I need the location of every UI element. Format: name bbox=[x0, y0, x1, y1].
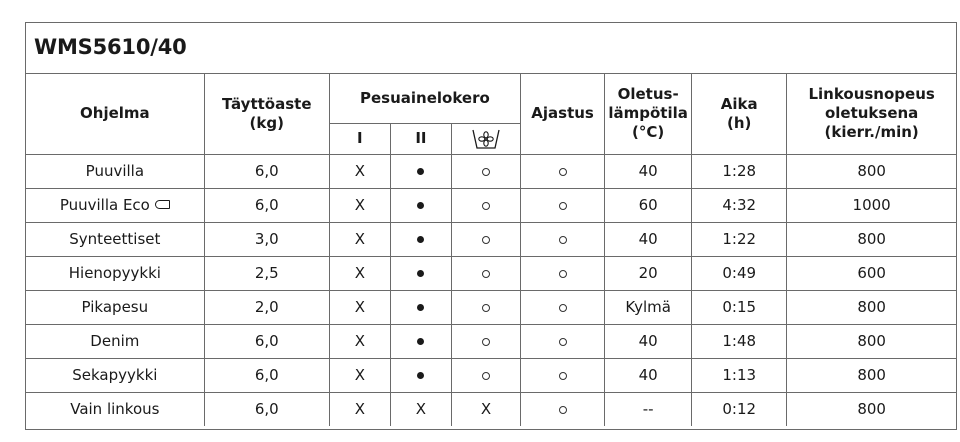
header-spin bbox=[787, 74, 956, 154]
compartment-1-cell bbox=[329, 290, 390, 324]
compartment-1-cell bbox=[329, 256, 390, 290]
timer-cell bbox=[521, 154, 605, 188]
spin-cell bbox=[787, 392, 956, 426]
timer-ring bbox=[559, 338, 567, 346]
spin-cell bbox=[787, 222, 956, 256]
compartment-1-cross: X bbox=[354, 298, 365, 316]
timer-cell bbox=[521, 188, 605, 222]
compartment-3-ring bbox=[482, 202, 490, 210]
load-value: 2,5 bbox=[254, 264, 279, 282]
time-value: 0:12 bbox=[722, 400, 757, 419]
time-cell bbox=[692, 324, 787, 358]
temperature-cell bbox=[605, 188, 692, 222]
program-cell bbox=[26, 256, 204, 290]
spin-value: 800 bbox=[857, 230, 886, 248]
load-value: 6,0 bbox=[254, 400, 279, 419]
compartment-3-cell bbox=[451, 154, 520, 188]
compartment-3-ring bbox=[482, 270, 490, 278]
table-row bbox=[26, 392, 956, 426]
temperature-cell bbox=[605, 222, 692, 256]
time-cell bbox=[692, 222, 787, 256]
load-cell bbox=[204, 222, 329, 256]
compartment-1-cross: X bbox=[354, 400, 365, 419]
table-row bbox=[26, 188, 956, 222]
timer-ring bbox=[559, 372, 567, 380]
time-value: 1:48 bbox=[722, 332, 757, 350]
temperature-value: 60 bbox=[638, 196, 658, 214]
header-spin-line2: oletuksena bbox=[824, 104, 919, 123]
program-name: Hienopyykki bbox=[68, 264, 161, 282]
compartment-1-cross: X bbox=[354, 196, 365, 214]
compartment-1-cross: X bbox=[354, 332, 365, 350]
header-time-line1: Aika bbox=[720, 94, 758, 113]
time-cell bbox=[692, 256, 787, 290]
header-compartment-2 bbox=[390, 123, 451, 154]
header-program-label: Ohjelma bbox=[80, 104, 150, 123]
compartment-1-cross: X bbox=[354, 264, 365, 282]
timer-cell bbox=[521, 290, 605, 324]
temperature-value: 40 bbox=[638, 162, 658, 180]
table-row bbox=[26, 290, 956, 324]
time-cell bbox=[692, 392, 787, 426]
compartment-2-dot bbox=[417, 304, 424, 311]
program-name: Synteettiset bbox=[69, 230, 161, 248]
time-cell bbox=[692, 358, 787, 392]
temperature-cell bbox=[605, 392, 692, 426]
time-value: 4:32 bbox=[722, 196, 757, 214]
compartment-2-cell bbox=[390, 324, 451, 358]
time-cell bbox=[692, 188, 787, 222]
header-temperature-line2: lämpötila bbox=[608, 104, 688, 123]
timer-cell bbox=[521, 256, 605, 290]
time-value: 1:13 bbox=[722, 366, 757, 384]
spin-value: 800 bbox=[857, 400, 886, 419]
fabric-softener-icon bbox=[452, 128, 520, 150]
header-detergent-label: Pesuainelokero bbox=[360, 88, 490, 107]
program-name: Puuvilla Eco bbox=[59, 196, 150, 214]
temperature-value: 40 bbox=[638, 366, 658, 384]
header-compartment-1-label: I bbox=[357, 129, 363, 147]
header-load bbox=[204, 74, 329, 154]
program-cell bbox=[26, 154, 204, 188]
time-cell bbox=[692, 290, 787, 324]
compartment-3-cell bbox=[451, 222, 520, 256]
compartment-3-cell bbox=[451, 358, 520, 392]
timer-ring bbox=[559, 168, 567, 176]
header-time-line2: (h) bbox=[727, 113, 752, 132]
load-value: 3,0 bbox=[254, 230, 279, 248]
temperature-cell bbox=[605, 324, 692, 358]
temperature-value: 40 bbox=[638, 332, 658, 350]
compartment-3-ring bbox=[482, 338, 490, 346]
table-row bbox=[26, 154, 956, 188]
compartment-2-cross: X bbox=[415, 400, 427, 419]
spin-cell bbox=[787, 188, 956, 222]
spin-cell bbox=[787, 256, 956, 290]
load-value: 6,0 bbox=[254, 162, 279, 180]
compartment-2-cell bbox=[390, 222, 451, 256]
header-compartment-1 bbox=[329, 123, 390, 154]
header-compartment-3 bbox=[451, 123, 520, 154]
header-temperature-line3: (°C) bbox=[632, 123, 665, 142]
header-compartment-2-label: II bbox=[415, 129, 427, 147]
temperature-cell bbox=[605, 256, 692, 290]
load-cell bbox=[204, 188, 329, 222]
temperature-value: 40 bbox=[638, 230, 658, 248]
load-cell bbox=[204, 154, 329, 188]
spin-value: 800 bbox=[857, 366, 886, 384]
time-cell bbox=[692, 154, 787, 188]
timer-cell bbox=[521, 222, 605, 256]
spin-cell bbox=[787, 358, 956, 392]
time-value: 0:49 bbox=[722, 264, 757, 282]
program-name: Denim bbox=[90, 332, 140, 350]
temperature-cell bbox=[605, 358, 692, 392]
program-cell bbox=[26, 392, 204, 426]
program-table bbox=[26, 74, 956, 426]
temperature-cell bbox=[605, 290, 692, 324]
compartment-3-cross: X bbox=[480, 400, 492, 419]
header-time bbox=[692, 74, 787, 154]
compartment-2-dot bbox=[417, 270, 424, 277]
timer-ring bbox=[559, 406, 567, 414]
compartment-2-dot bbox=[417, 168, 424, 175]
table-row bbox=[26, 324, 956, 358]
spin-value: 800 bbox=[857, 298, 886, 316]
program-name: Sekapyykki bbox=[72, 366, 158, 384]
spin-cell bbox=[787, 324, 956, 358]
header-spin-line3: (kierr./min) bbox=[824, 123, 919, 142]
compartment-3-cell bbox=[451, 392, 520, 426]
header-program bbox=[26, 74, 204, 154]
program-cell bbox=[26, 222, 204, 256]
compartment-1-cross: X bbox=[354, 366, 365, 384]
header-detergent-group bbox=[329, 74, 520, 123]
compartment-2-cell bbox=[390, 256, 451, 290]
compartment-1-cell bbox=[329, 324, 390, 358]
timer-cell bbox=[521, 324, 605, 358]
compartment-1-cell bbox=[329, 154, 390, 188]
temperature-value: Kylmä bbox=[625, 298, 671, 316]
compartment-1-cross: X bbox=[354, 230, 365, 248]
header-temperature-line1: Oletus- bbox=[617, 85, 679, 104]
timer-cell bbox=[521, 392, 605, 426]
header-spin-line1: Linkousnopeus bbox=[808, 85, 935, 104]
title-bar bbox=[26, 23, 956, 74]
time-value: 0:15 bbox=[722, 298, 757, 316]
timer-ring bbox=[559, 202, 567, 210]
spin-value: 800 bbox=[857, 162, 886, 180]
load-cell bbox=[204, 358, 329, 392]
compartment-2-dot bbox=[417, 202, 424, 209]
program-cell bbox=[26, 324, 204, 358]
load-cell bbox=[204, 290, 329, 324]
compartment-3-ring bbox=[482, 372, 490, 380]
compartment-1-cell bbox=[329, 222, 390, 256]
load-value: 6,0 bbox=[254, 332, 279, 350]
compartment-2-cell bbox=[390, 188, 451, 222]
compartment-3-cell bbox=[451, 324, 520, 358]
header-timer-label: Ajastus bbox=[531, 104, 594, 123]
load-cell bbox=[204, 256, 329, 290]
load-cell bbox=[204, 392, 329, 426]
compartment-1-cell bbox=[329, 358, 390, 392]
header-temperature bbox=[605, 74, 692, 154]
compartment-1-cell bbox=[329, 392, 390, 426]
timer-ring bbox=[559, 304, 567, 312]
temperature-value: -- bbox=[642, 400, 654, 419]
timer-cell bbox=[521, 358, 605, 392]
spin-value: 600 bbox=[857, 264, 886, 282]
table-row bbox=[26, 222, 956, 256]
compartment-3-cell bbox=[451, 256, 520, 290]
compartment-2-cell bbox=[390, 154, 451, 188]
temperature-value: 20 bbox=[638, 264, 658, 282]
compartment-1-cross: X bbox=[354, 162, 365, 180]
compartment-3-ring bbox=[482, 236, 490, 244]
time-value: 1:22 bbox=[722, 230, 757, 248]
load-cell bbox=[204, 324, 329, 358]
timer-ring bbox=[559, 236, 567, 244]
compartment-2-dot bbox=[417, 372, 424, 379]
compartment-2-dot bbox=[417, 236, 424, 243]
spin-cell bbox=[787, 290, 956, 324]
load-value: 6,0 bbox=[254, 196, 279, 214]
table-row bbox=[26, 358, 956, 392]
table-row bbox=[26, 256, 956, 290]
compartment-2-cell bbox=[390, 358, 451, 392]
compartment-3-ring bbox=[482, 304, 490, 312]
program-cell bbox=[26, 358, 204, 392]
timer-ring bbox=[559, 270, 567, 278]
compartment-3-ring bbox=[482, 168, 490, 176]
spin-value: 800 bbox=[857, 332, 886, 350]
spin-cell bbox=[787, 154, 956, 188]
spin-value: 1000 bbox=[852, 196, 891, 214]
program-rows bbox=[26, 154, 956, 426]
compartment-2-dot bbox=[417, 338, 424, 345]
program-name: Vain linkous bbox=[70, 400, 160, 419]
compartment-3-cell bbox=[451, 290, 520, 324]
compartment-2-cell bbox=[390, 290, 451, 324]
program-cell bbox=[26, 188, 204, 222]
program-cell bbox=[26, 290, 204, 324]
program-table-frame bbox=[25, 22, 957, 430]
header-row-1 bbox=[26, 74, 956, 123]
eco-icon bbox=[155, 200, 170, 209]
header-timer bbox=[521, 74, 605, 154]
program-name: Pikapesu bbox=[81, 298, 149, 316]
header-load-line1: Täyttöaste bbox=[221, 94, 312, 113]
compartment-1-cell bbox=[329, 188, 390, 222]
compartment-3-cell bbox=[451, 188, 520, 222]
temperature-cell bbox=[605, 154, 692, 188]
compartment-2-cell bbox=[390, 392, 451, 426]
load-value: 2,0 bbox=[254, 298, 279, 316]
model-title: WMS5610/40 bbox=[34, 35, 187, 59]
time-value: 1:28 bbox=[722, 162, 757, 180]
header-load-line2: (kg) bbox=[249, 113, 284, 132]
load-value: 6,0 bbox=[254, 366, 279, 384]
program-name: Puuvilla bbox=[85, 162, 145, 180]
